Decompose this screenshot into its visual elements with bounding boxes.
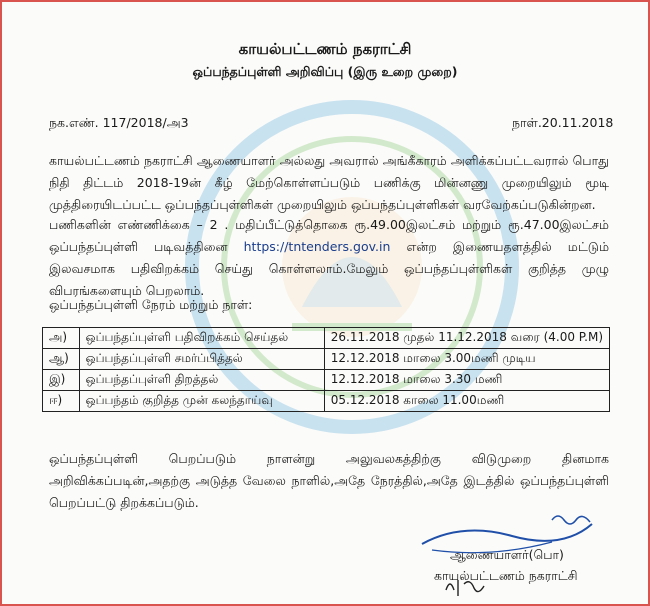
details-text-b: என்ற இணையதளத்தில் மட்டும் இலவசமாக பதிவிறக்கம் செய்து கொள்ளலாம்.மேலும் ஒப்பந்தப்புள்ளிகள் குறித்த முழு விபரங்களையும் பெறலாம். <box>49 239 609 298</box>
row-label: ஈ) <box>43 391 80 412</box>
signatory-office: காயல்பட்டணம் நகராட்சி <box>434 568 578 583</box>
intro-paragraph: காயல்பட்டணம் நகராட்சி ஆணையாளர் அல்லது அவரால் அங்கீகாரம் அளிக்கப்பட்டவரால் பொது நிதி திட்டம் 2018-19ன் கீழ் மேற்கொள்ளப்படும் பணிக்கு மின்னணு முறையிலும் மூடி முத்திரையிடப்பட்ட ஒப்பந்தப்புள்ளிகள் முறையிலும் ஒப்பந்தப்புள்ளிகள் வரவேற்கப்படுகின்றன. <box>49 153 609 212</box>
reference-number: நக.எண். 117/2018/அ3 <box>49 115 189 130</box>
table-row <box>43 391 610 412</box>
row-event: ஒப்பந்தப்புள்ளி திறத்தல் <box>79 370 324 391</box>
row-when: 26.11.2018 முதல் 11.12.2018 வரை (4.00 P.M) <box>324 328 609 349</box>
row-event: ஒப்பந்தப்புள்ளி பதிவிறக்கம் செய்தல் <box>79 328 324 349</box>
table-row <box>43 370 610 391</box>
table-row <box>43 349 610 370</box>
row-when: 05.12.2018 காலை 11.00மணி <box>324 391 609 412</box>
schedule-heading: ஒப்பந்தப்புள்ளி நேரம் மற்றும் நாள்: <box>49 297 253 312</box>
schedule-table <box>42 327 610 412</box>
row-label: அ) <box>43 328 80 349</box>
holiday-paragraph: ஒப்பந்தப்புள்ளி பெறப்படும் நாளன்று அலுவலகத்திற்கு விடுமுறை தினமாக அறிவிக்கப்படின்,அதற்கு அடுத்த வேலை நாளில்,அதே நேரத்தில்,அதே இடத்தில் ஒப்பந்தப்புள்ளி பெறப்பட்டு திறக்கப்படும். <box>49 451 609 510</box>
row-event: ஒப்பந்தப்புள்ளி சமர்ப்பித்தல் <box>79 349 324 370</box>
page-title: காயல்பட்டணம் நகராட்சி <box>238 40 412 58</box>
notice-paper <box>2 2 648 604</box>
tender-website-link[interactable]: https://tntenders.gov.in <box>243 239 391 254</box>
signatory-designation: ஆணையாளர்(பொ) <box>450 547 564 562</box>
row-when: 12.12.2018 மாலை 3.30 மணி <box>324 370 609 391</box>
notice-date: நாள்.20.11.2018 <box>512 115 614 130</box>
table-row <box>43 328 610 349</box>
details-text-a: பணிகளின் எண்ணிக்கை – 2 . மதிப்பீட்டுத்தொகை ரூ.49.00இலட்சம் மற்றும் ரூ.47.00இலட்சம் ஒப்பந்தப்புள்ளி படிவத்தினை <box>49 217 609 254</box>
details-paragraph <box>49 214 609 302</box>
row-event: ஒப்பந்தம் குறித்த முன் கலந்தாய்வு <box>79 391 324 412</box>
handwritten-date-icon <box>442 570 502 600</box>
row-when: 12.12.2018 மாலை 3.00மணி முடிய <box>324 349 609 370</box>
row-label: ஆ) <box>43 349 80 370</box>
page-subtitle: ஒப்பந்தப்புள்ளி அறிவிப்பு (இரு உறை முறை) <box>192 64 458 79</box>
row-label: இ) <box>43 370 80 391</box>
